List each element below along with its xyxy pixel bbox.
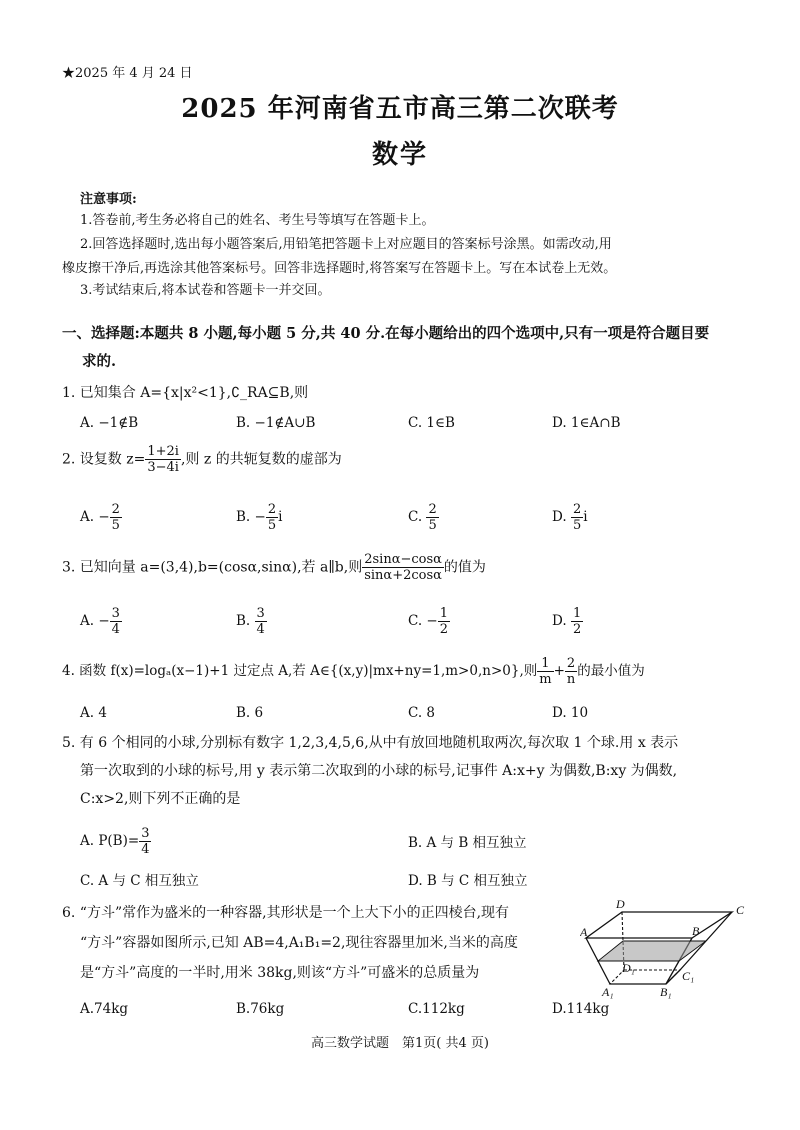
q2-option-d-den: 5 [572, 518, 582, 533]
q2-option-b-label: B. − [236, 509, 266, 525]
q2-option-a-num: 2 [111, 502, 120, 517]
q2-option-a [80, 502, 122, 533]
q4-frac-1 [537, 656, 553, 687]
q3-option-b-label: B. [236, 613, 255, 629]
q3-option-b-frac [255, 606, 267, 637]
q5-line-1: 5. 有 6 个相同的小球,分别标有数字 1,2,3,4,5,6,从中有放回地随机取两次,每次取 1 个球.用 x 表示 [62, 735, 679, 751]
q3-option-c-num: 1 [439, 606, 449, 621]
exam-date: ★2025 年 4 月 24 日 [62, 66, 193, 81]
q2-option-d-frac [571, 502, 583, 533]
q2-stem-pre: 2. 设复数 z= [62, 451, 146, 468]
q2-option-a-den: 5 [111, 518, 120, 533]
q1-option-c: C. 1∈B [408, 415, 455, 431]
q2-option-d [552, 502, 588, 533]
q6-option-c: C.112kg [408, 1001, 465, 1017]
q4-option-a: A. 4 [80, 705, 107, 721]
q3-fraction [362, 552, 444, 583]
q3-option-a-num: 3 [111, 606, 120, 621]
q4-plus: + [553, 663, 565, 679]
notes-heading: 注意事项: [80, 192, 137, 207]
q6-option-b: B.76kg [236, 1001, 285, 1017]
note-2: 2.回答选择题时,选出每小题答案后,用铅笔把答题卡上对应题目的答案标号涂黑。如需改动,用 [80, 237, 612, 252]
q6-option-a: A.74kg [80, 1001, 129, 1017]
q4-stem-pre: 4. 函数 f(x)=logₐ(x−1)+1 过定点 A,若 A∈{(x,y)|mx+ny=1,m>0,n>0},则 [62, 663, 538, 679]
q5-option-a-num: 3 [141, 826, 150, 841]
section-heading-line2: 求的. [82, 353, 117, 370]
label-b: B [692, 924, 700, 938]
q3-option-b-num: 3 [256, 606, 265, 621]
q2-option-c-frac [426, 502, 438, 533]
q6-line-2: “方斗”容器如图所示,已知 AB=4,A₁B₁=2,现往容器里加米,当米的高度 [80, 935, 518, 951]
label-a1: A₁ [602, 985, 614, 999]
q4-frac-1-den: m [539, 672, 552, 687]
q5-option-a-frac [139, 826, 151, 857]
q3-fraction-num: 2sinα−cosα [364, 552, 442, 567]
label-d1: D₁ [622, 961, 635, 975]
q3-option-d [552, 606, 583, 637]
q2-option-b-den: 5 [267, 518, 277, 533]
q2-option-c [408, 502, 439, 533]
q2-option-c-label: C. [408, 509, 427, 525]
q3-option-a [80, 606, 122, 637]
q4-option-b: B. 6 [236, 705, 264, 721]
q2-option-a-label: A. − [80, 509, 110, 525]
q2-option-a-frac [110, 502, 122, 533]
q2-fraction-num: 1+2i [147, 444, 179, 459]
q3-option-a-den: 4 [111, 622, 120, 637]
section-heading [62, 320, 762, 376]
exam-subject: 数学 [371, 140, 428, 170]
q2-stem-post: ,则 z 的共轭复数的虚部为 [180, 451, 342, 468]
q3-fraction-den: sinα+2cosα [364, 568, 442, 583]
label-c1: C₁ [682, 969, 695, 983]
note-3: 3.考试结束后,将本试卷和答题卡一并交回。 [80, 283, 331, 298]
q5-option-b: B. A 与 B 相互独立 [408, 835, 527, 851]
q2-option-d-num: 2 [572, 502, 582, 517]
q5-line-2: 第一次取到的小球的标号,用 y 表示第二次取到的小球的标号,记事件 A:x+y 为偶数,B:xy 为偶数, [80, 763, 678, 779]
q2-option-b-frac [266, 502, 278, 533]
q6-line-1: 6. “方斗”常作为盛米的一种容器,其形状是一个上大下小的正四棱台,现有 [62, 905, 510, 921]
q2-option-b-suffix: i [278, 509, 283, 525]
label-c: C [736, 903, 745, 917]
q4-frac-2-den: n [566, 672, 576, 687]
q1-option-a: A. −1∉B [80, 415, 139, 431]
q4-stem [62, 656, 645, 687]
rice-level-face [598, 941, 706, 961]
q3-option-b [236, 606, 267, 637]
label-b1: B₁ [660, 985, 672, 999]
q6-option-d: D.114kg [552, 1001, 610, 1017]
q2-fraction [145, 444, 181, 475]
q2-option-b [236, 502, 282, 533]
q5-option-a-den: 4 [141, 842, 150, 857]
q5-line-3: C:x>2,则下列不正确的是 [80, 791, 241, 807]
q2-fraction-den: 3−4i [147, 460, 179, 475]
q5-option-c: C. A 与 C 相互独立 [80, 873, 199, 889]
q1-option-b: B. −1∉A∪B [236, 415, 316, 431]
q2-option-b-num: 2 [267, 502, 277, 517]
q3-option-c [408, 606, 450, 637]
note-1: 1.答卷前,考生务必将自己的姓名、考生号等填写在答题卡上。 [80, 213, 435, 228]
q4-option-d: D. 10 [552, 705, 589, 721]
label-a: A [580, 925, 588, 939]
q4-frac-1-num: 1 [537, 656, 553, 672]
q3-option-c-frac [438, 606, 450, 637]
q3-option-d-den: 2 [572, 622, 582, 637]
note-2-cont: 橡皮擦干净后,再选涂其他答案标号。回答非选择题时,将答案写在答题卡上。写在本试卷上无效。 [62, 261, 617, 276]
q4-option-c: C. 8 [408, 705, 436, 721]
q3-option-d-label: D. [552, 613, 571, 629]
q4-stem-post: 的最小值为 [577, 663, 645, 679]
q4-frac-2-num: 2 [565, 656, 577, 672]
q1-stem: 1. 已知集合 A={x|x²<1},∁_RA⊆B,则 [62, 385, 309, 401]
q3-option-b-den: 4 [256, 622, 265, 637]
q5-option-a-label: A. P(B)= [80, 833, 140, 849]
q3-option-d-frac [571, 606, 583, 637]
q3-option-c-label: C. − [408, 613, 438, 629]
exam-title: 2025 年河南省五市高三第二次联考 [181, 94, 619, 124]
q2-option-c-num: 2 [428, 502, 437, 517]
q2-option-d-label: D. [552, 509, 571, 525]
q3-option-a-frac [110, 606, 122, 637]
q3-stem-pre: 3. 已知向量 a=(3,4),b=(cosα,sinα),若 a∥b,则 [62, 559, 363, 576]
q5-option-d: D. B 与 C 相互独立 [408, 873, 528, 889]
q2-stem [62, 444, 342, 475]
q3-option-d-num: 1 [572, 606, 582, 621]
q6-line-3: 是“方斗”高度的一半时,用米 38kg,则该“方斗”可盛米的总质量为 [80, 965, 480, 981]
label-d: D [616, 898, 625, 911]
q3-stem-post: 的值为 [443, 559, 486, 576]
frustum-figure [580, 898, 750, 1002]
q3-option-a-label: A. − [80, 613, 110, 629]
q5-option-a [80, 826, 151, 857]
frustum-top-face [586, 912, 732, 938]
q3-option-c-den: 2 [439, 622, 449, 637]
q1-option-d: D. 1∈A∩B [552, 415, 621, 431]
q2-option-d-suffix: i [583, 509, 588, 525]
page-footer: 高三数学试题 第1页( 共4 页) [311, 1036, 489, 1051]
q4-frac-2 [565, 656, 577, 687]
q3-stem [62, 552, 486, 583]
section-heading-line1: 一、选择题:本题共 8 小题,每小题 5 分,共 40 分.在每小题给出的四个选项中,只有一项是符合题目要 [62, 325, 710, 342]
q2-option-c-den: 5 [428, 518, 437, 533]
